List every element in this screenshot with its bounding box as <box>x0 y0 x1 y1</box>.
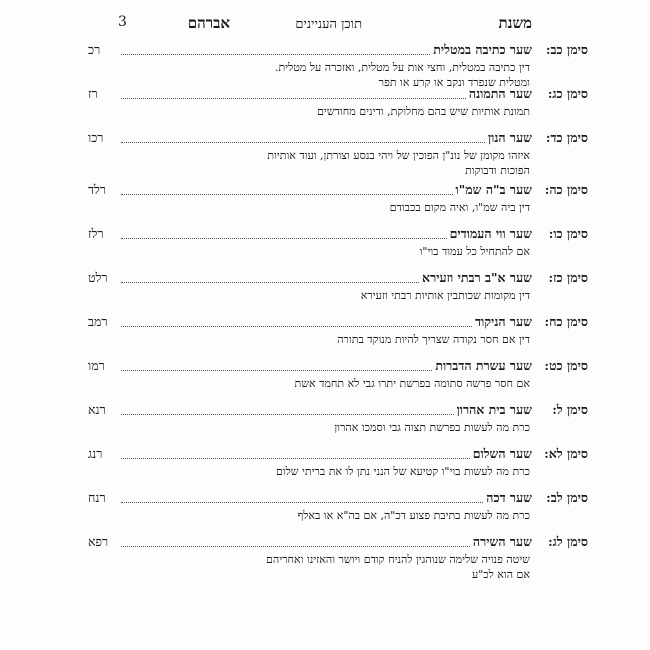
entry-description: אם חסר פרשה סתומה בפרשת יתרו גבי לא תחמד אשת <box>294 377 530 390</box>
entry-page: רנח <box>88 490 106 505</box>
page-header <box>118 14 532 38</box>
entry-title: שער השלום <box>472 446 532 461</box>
entry-page: רלט <box>88 270 108 285</box>
dot-leader <box>121 194 453 195</box>
entry-page: רנא <box>88 402 106 417</box>
entry-description: כרת מה לעשות בפרשת תצוה גבי וסמכו אהרון <box>334 421 530 434</box>
entry-page: רכו <box>88 130 104 145</box>
dot-leader <box>121 282 419 283</box>
dot-leader <box>121 238 447 239</box>
toc-entry <box>88 488 588 532</box>
siman-number: סימן לב: <box>546 490 588 505</box>
entry-title: שער ב"ה שמ"ו <box>455 182 532 197</box>
entry-page: רלז <box>88 226 104 241</box>
entry-description: תמונת אותיות שיש בהם מחלוקת, ודינים מחודשים <box>317 105 530 118</box>
toc-entry <box>88 400 588 444</box>
dot-leader <box>121 142 485 143</box>
entry-description: דין אם חסר נקודה שצריך להיות מנוקד בתורה <box>337 333 530 346</box>
entry-description: כרת מה לעשות בוי"ו קטיעא של הנני נתן לו את בריתי שלום <box>275 465 530 478</box>
toc-entry <box>88 40 588 89</box>
siman-number: סימן כה: <box>544 182 588 197</box>
siman-number: סימן כג: <box>547 86 588 101</box>
toc-entry <box>88 84 588 128</box>
siman-number: סימן כט: <box>544 358 588 373</box>
entry-title: שער עשרת הדברות <box>435 358 532 373</box>
dot-leader <box>121 502 483 503</box>
entry-title: שער הנון <box>487 130 532 145</box>
entry-title: שער כתיבה במטלית <box>433 42 532 57</box>
entry-page: רלד <box>88 182 106 197</box>
toc-entry <box>88 128 588 180</box>
entry-title: שער ווי העמודים <box>449 226 532 241</box>
toc-entry <box>88 532 588 581</box>
entry-description: הפוכות ודבוקות <box>465 164 530 177</box>
toc-entry <box>88 444 588 488</box>
entry-title: שער בית אהרון <box>456 402 532 417</box>
dot-leader <box>121 54 430 55</box>
siman-number: סימן כז: <box>548 270 588 285</box>
dot-leader <box>121 458 470 459</box>
toc-entry <box>88 224 588 268</box>
table-of-contents <box>88 40 588 581</box>
entry-title: שער הניקוד <box>475 314 532 329</box>
entry-description: שיטה פנויה שלימה שנוהגין להניח קודם ויושר והאזינו ואחריהם <box>266 553 530 566</box>
entry-description: כרת מה לעשות בתיבת פצוע דכ"ה, אם בה"א או באלף <box>297 509 530 522</box>
toc-entry <box>88 312 588 356</box>
toc-entry <box>88 180 588 224</box>
header-book-title: משנת <box>498 14 532 32</box>
header-page-number: 3 <box>118 14 127 30</box>
siman-number: סימן ל: <box>552 402 588 417</box>
entry-page: רמב <box>88 314 108 329</box>
entry-description: אם הוא לכ"ע <box>471 568 530 581</box>
entry-description: דין מקומות שכותבין אותיות רבתי וזעירא <box>360 289 530 302</box>
dot-leader <box>121 546 470 547</box>
header-author: אברהם <box>187 14 230 32</box>
entry-page: רפא <box>88 534 109 549</box>
dot-leader <box>121 326 472 327</box>
dot-leader <box>121 370 432 371</box>
entry-page: רז <box>88 86 98 101</box>
siman-number: סימן כו: <box>548 226 588 241</box>
entry-page: רמו <box>88 358 105 373</box>
entry-description: אם להתחיל כל עמוד בוי"ו <box>419 245 530 258</box>
siman-number: סימן לא: <box>544 446 588 461</box>
siman-number: סימן לג: <box>548 534 588 549</box>
entry-page: רנג <box>88 446 103 461</box>
entry-title: שער דכה <box>486 490 532 505</box>
entry-title: שער א"ב רבתי וזעירא <box>422 270 532 285</box>
entry-title: שער התמונה <box>468 86 532 101</box>
siman-number: סימן כד: <box>545 130 588 145</box>
entry-description: איזהו מקומן של נונ"ן הפוכין של ויהי בנסע וצורתן, ועוד אותיות <box>267 149 530 162</box>
entry-title: שער השירה <box>472 534 532 549</box>
toc-entry <box>88 356 588 400</box>
header-section-title: תוכן העניינים <box>295 17 362 32</box>
entry-page: רכ <box>88 42 101 57</box>
toc-entry <box>88 268 588 312</box>
siman-number: סימן כח: <box>544 314 588 329</box>
dot-leader <box>121 414 454 415</box>
entry-description: ומטלית שנפרד ונקב או קרע או תפר <box>378 76 530 89</box>
dot-leader <box>121 98 466 99</box>
entry-description: דין כתיבה במטלית, וחצי אות על מטלית, ואזכרה על מטלית. <box>275 61 530 74</box>
siman-number: סימן כב: <box>545 42 588 57</box>
entry-description: דין ביה שמ"ו, ואיה מקום בכבודם <box>389 201 530 214</box>
